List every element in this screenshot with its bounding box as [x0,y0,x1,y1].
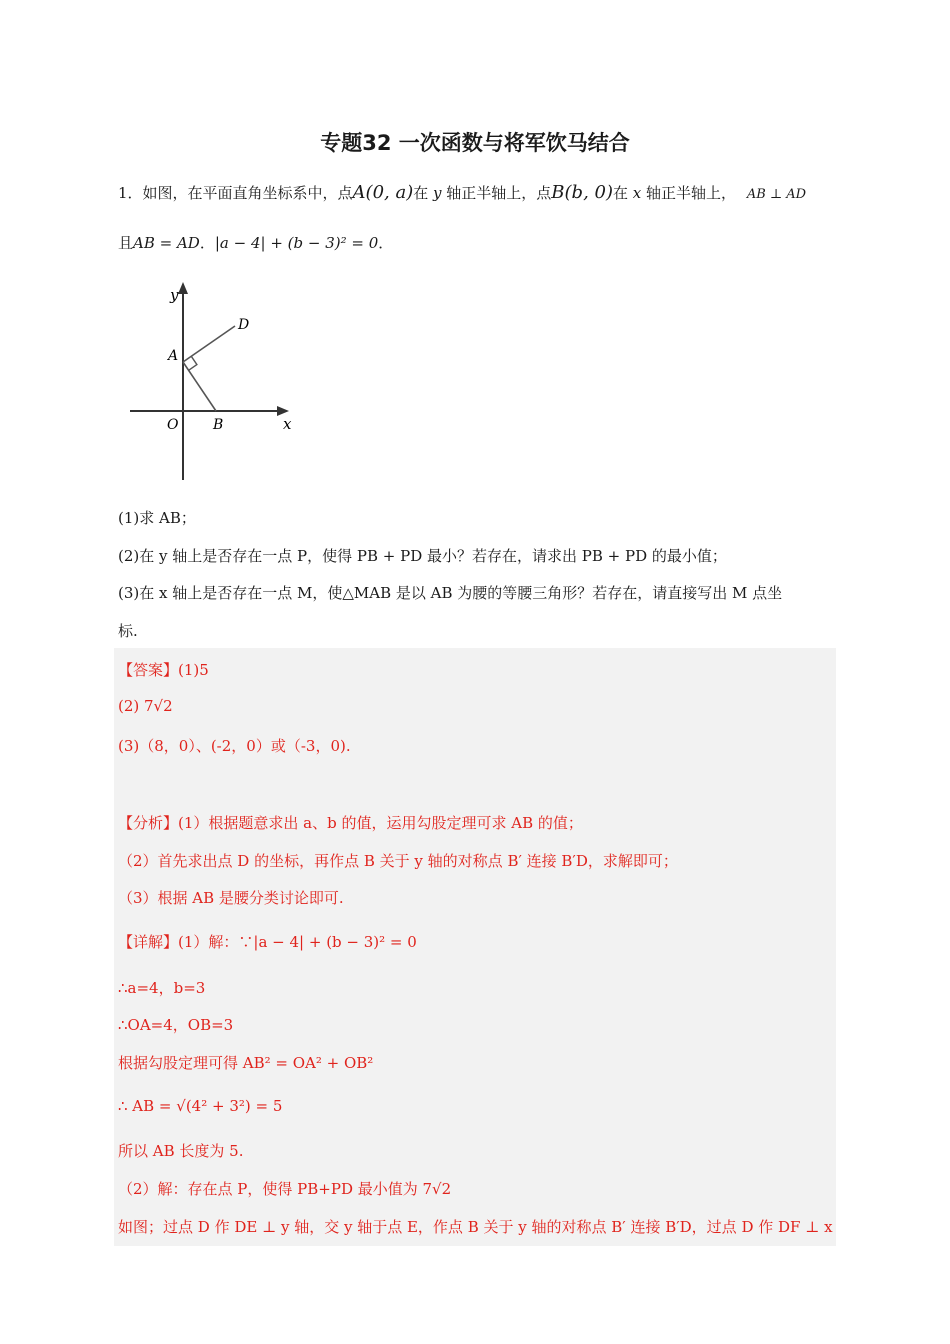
origin-label: O [167,417,179,433]
detail-6: 所以 AB 长度为 5. [118,1142,244,1160]
point-b-coord: B(b, 0) [551,182,613,203]
question-1: (1)求 AB； [118,509,196,527]
detail-1: 【详解】(1）解：∵|a − 4| + (b − 3)² = 0 [118,933,417,951]
right-angle-mark [189,356,197,370]
problem-text: 在 [413,184,429,202]
y-axis-label: y [170,286,179,304]
segment-ad [183,326,235,362]
page-title: 专题32 一次函数与将军饮马结合 [320,131,630,155]
problem-text: ． [378,234,394,252]
answer-3: (3)（8，0）、(-2，0）或（-3，0). [118,737,351,755]
question-3-cont: 标. [118,622,138,640]
equal-condition: AB = AD [133,234,200,252]
y-var: y [433,184,442,202]
segment-ab [183,362,216,411]
detail-5: ∴ AB = √(4² + 3²) = 5 [118,1097,283,1115]
perp-condition: AB ⊥ AD [746,187,807,202]
y-axis-arrow [178,282,188,294]
x-axis-label: x [283,415,292,433]
question-3: (3)在 x 轴上是否存在一点 M，使△MAB 是以 AB 为腰的等腰三角形？若存在，请直接写出 M 点坐 [118,584,783,602]
problem-text: 1．如图，在平面直角坐标系中，点 [118,184,353,202]
detail-8: 如图；过点 D 作 DE ⊥ y 轴，交 y 轴于点 E，作点 B 关于 y 轴的对称点 B′ 连接 B′D，过点 D 作 DF ⊥ x [118,1218,833,1236]
equation: |a − 4| + (b − 3)² = 0 [214,234,379,252]
x-var: x [632,184,642,202]
detail-2: ∴a=4，b=3 [118,979,206,997]
problem-text: 在 [613,184,629,202]
question-2: (2)在 y 轴上是否存在一点 P，使得 PB + PD 最小？若存在，请求出 PB + PD 的最小值； [118,547,727,565]
problem-text: 轴正半轴上，点 [446,184,552,202]
analysis-3: （3）根据 AB 是腰分类讨论即可. [118,889,344,907]
problem-text: ． [199,234,215,252]
problem-line-1 [118,182,806,203]
detail-7: （2）解：存在点 P，使得 PB+PD 最小值为 7√2 [118,1180,452,1198]
point-a-coord: A(0, a) [352,182,414,203]
detail-4: 根据勾股定理可得 AB² = OA² + OB² [118,1054,374,1072]
problem-line-2 [118,232,393,253]
analysis-1: 【分析】(1）根据题意求出 a、b 的值，运用勾股定理可求 AB 的值； [118,814,583,832]
point-d-label: D [238,317,250,333]
answer-1: 【答案】(1)5 [118,661,209,679]
coordinate-figure [125,280,305,485]
analysis-2: （2）首先求出点 D 的坐标，再作点 B 关于 y 轴的对称点 B′ 连接 B′D，求解即可； [118,852,678,870]
detail-3: ∴OA=4，OB=3 [118,1016,234,1034]
answer-2: (2) 7√2 [118,697,173,715]
problem-text: 轴正半轴上， [646,184,737,202]
point-a-label: A [168,348,179,364]
point-b-label: B [213,417,224,433]
problem-text: 且 [118,234,134,252]
